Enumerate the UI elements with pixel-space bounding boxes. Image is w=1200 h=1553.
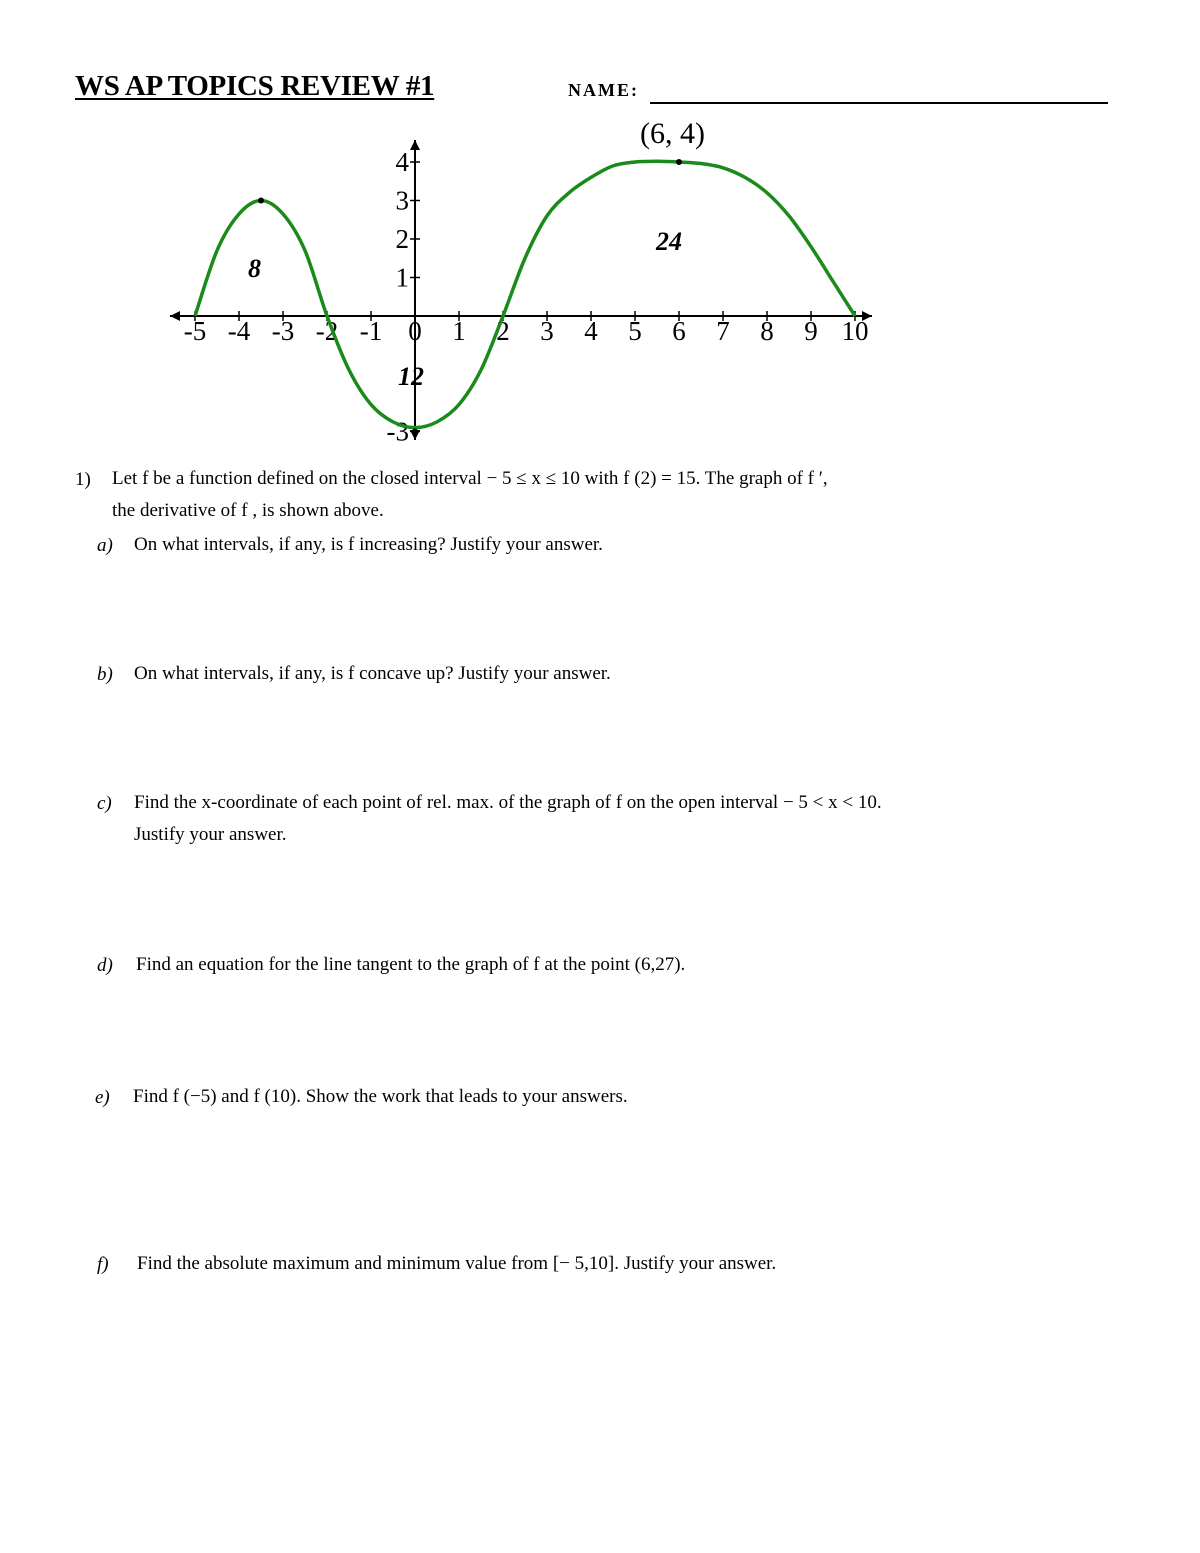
x-tick-label: -1: [359, 316, 383, 346]
x-tick-label: 3: [540, 316, 554, 346]
part-b-letter: b): [97, 664, 113, 685]
x-tick-label: 6: [672, 316, 686, 346]
question-number: 1): [75, 469, 91, 490]
area-label-24: 24: [656, 227, 682, 256]
derivative-graph: [0, 110, 1200, 455]
point-label-6-4: (6, 4): [640, 117, 705, 150]
x-tick-label: 0: [408, 316, 422, 346]
x-tick-label: -4: [227, 316, 251, 346]
part-a-text: On what intervals, if any, is f increasing? Justify your answer.: [134, 534, 603, 555]
x-tick-label: 10: [841, 316, 869, 346]
x-tick-label: 1: [452, 316, 466, 346]
y-tick-label: 4: [395, 147, 409, 177]
y-tick-label: -3: [386, 416, 409, 447]
x-tick-label: -2: [315, 316, 339, 346]
area-label-8: 8: [248, 254, 261, 283]
part-a-letter: a): [97, 535, 113, 556]
area-label-12: 12: [398, 362, 424, 391]
part-f-letter: f): [97, 1254, 109, 1275]
part-d-letter: d): [97, 955, 113, 976]
x-tick-label: -3: [271, 316, 295, 346]
y-tick-label: 1: [395, 262, 409, 293]
part-c-text: Find the x-coordinate of each point of rel. max. of the graph of f on the open interval − 5 < x < 10.: [134, 792, 882, 813]
x-axis-arrow-left: [170, 311, 180, 321]
derivative-curve: [195, 161, 855, 427]
x-tick-label: 2: [496, 316, 510, 346]
x-tick-label: 9: [804, 316, 818, 346]
marked-point: [412, 429, 418, 435]
marked-point: [258, 198, 264, 204]
part-c-letter: c): [97, 793, 112, 814]
name-label: NAME:: [568, 80, 639, 100]
marked-point: [676, 159, 682, 165]
axes: [170, 140, 872, 440]
part-e-text: Find f (−5) and f (10). Show the work that leads to your answers.: [133, 1086, 628, 1107]
x-tick-label: -5: [183, 316, 207, 346]
part-f-text: Find the absolute maximum and minimum value from [− 5,10]. Justify your answer.: [137, 1253, 777, 1274]
y-tick-label: 2: [395, 224, 409, 254]
name-blank-line[interactable]: [650, 102, 1108, 104]
part-d-text: Find an equation for the line tangent to the graph of f at the point (6,27).: [136, 954, 686, 975]
part-c-text-line2: Justify your answer.: [134, 824, 287, 845]
y-axis-arrow-up: [410, 140, 420, 150]
x-tick-label: 4: [584, 316, 598, 346]
y-tick-label: 3: [395, 185, 409, 216]
x-tick-label: 5: [628, 316, 642, 346]
worksheet-title: WS AP TOPICS REVIEW #1: [75, 70, 435, 102]
x-tick-label: 8: [760, 316, 774, 346]
x-tick-label: 7: [716, 316, 730, 346]
part-b-text: On what intervals, if any, is f concave up? Justify your answer.: [134, 663, 611, 684]
question-intro-line2: the derivative of f , is shown above.: [112, 500, 384, 521]
part-e-letter: e): [95, 1087, 110, 1108]
question-intro-line1: Let f be a function defined on the closed interval − 5 ≤ x ≤ 10 with f (2) = 15. The graph of f ′,: [112, 468, 828, 489]
